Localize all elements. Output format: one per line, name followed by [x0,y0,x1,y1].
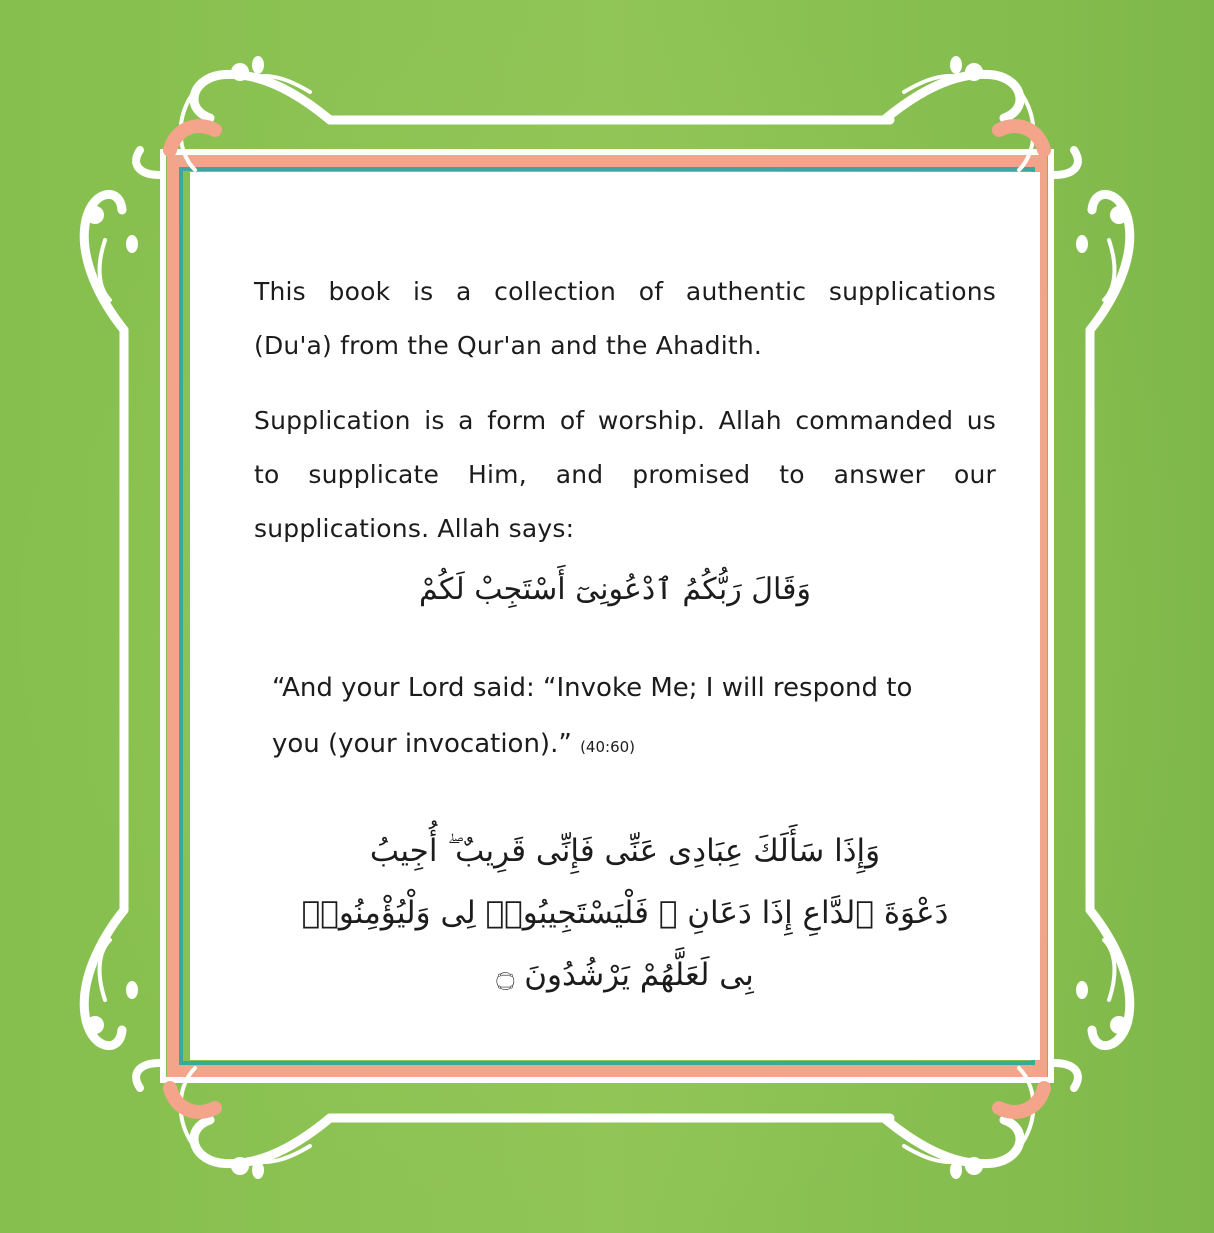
arabic-verse-line-2: دَعْوَةَ ٱلدَّاعِ إِذَا دَعَانِ ۖ فَلْيَسْتَجِيبُوا۟ لِى وَلْيُؤْمِنُوا۟ [301,895,949,931]
intro-line-2: (Du'a) from the Qur'an and the Ahadith. [254,331,763,360]
verse-reference: (40:60) [580,738,636,756]
translation-line-2 [272,716,1012,775]
worship-line-3: supplications. Allah says: [254,514,575,543]
arabic-verse-line-3: بِى لَعَلَّهُمْ يَرْشُدُونَ ۝ [496,957,754,993]
worship-paragraph [254,394,996,556]
intro-paragraph [254,265,996,373]
arabic-verse-40-60: وَقَالَ رَبُّكُمُ ٱدْعُونِىٓ أَسْتَجِبْ لَكُمْ [419,572,811,607]
intro-line-1: This book is a collection of authentic supplications [254,277,996,306]
worship-line-2: to supplicate Him, and promised to answer our [254,460,996,489]
arabic-verse-2-186 [300,820,950,1006]
translation-line-1: “And your Lord said: “Invoke Me; I will respond to [272,673,913,703]
worship-line-1: Supplication is a form of worship. Allah commanded us [254,406,996,435]
translation-line-2-text: you (your invocation).” [272,729,572,759]
verse-translation [272,660,1012,775]
arabic-verse-line-1: وَإِذَا سَأَلَكَ عِبَادِى عَنِّى فَإِنِّى قَرِيبٌ ۖ أُجِيبُ [369,833,881,869]
